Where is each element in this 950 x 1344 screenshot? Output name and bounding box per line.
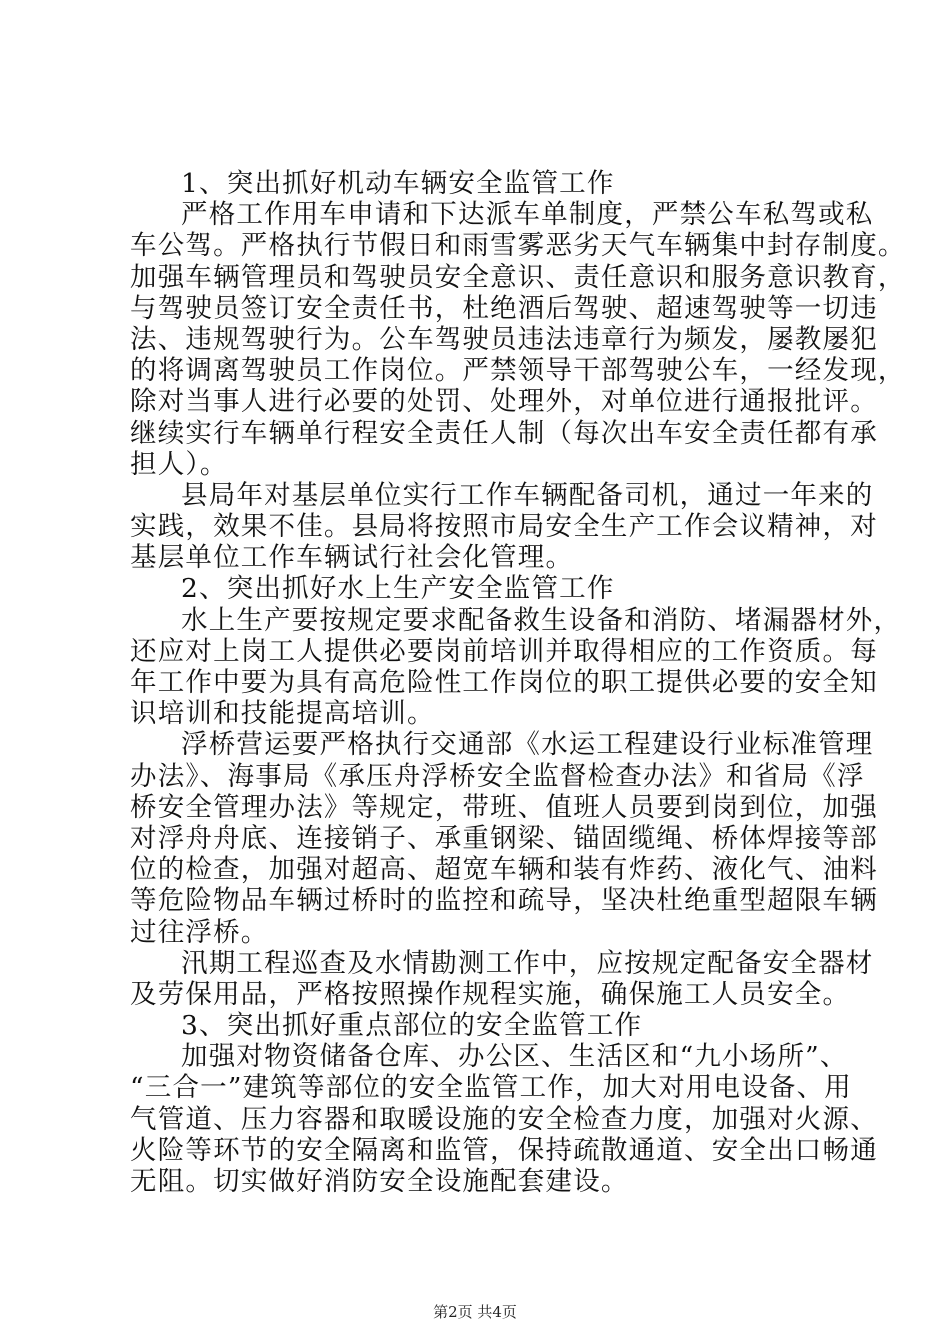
text-line: 还应对上岗工人提供必要岗前培训并取得相应的工作资质。每 xyxy=(130,635,878,667)
text-line: 浮桥营运要严格执行交通部《水运工程建设行业标准管理 xyxy=(181,729,874,761)
text-line: 基层单位工作车辆试行社会化管理。 xyxy=(130,542,574,574)
text-line: 2、突出抓好水上生产安全监管工作 xyxy=(181,573,615,605)
text-line: 水上生产要按规定要求配备救生设备和消防、堵漏器材外， xyxy=(181,604,902,636)
text-line: 继续实行车辆单行程安全责任人制（每次出车安全责任都有承 xyxy=(130,417,878,449)
text-line: 加强车辆管理员和驾驶员安全意识、责任意识和服务意识教育， xyxy=(130,261,906,293)
text-line: 办法》、海事局《承压舟浮桥安全监督检查办法》和省局《浮 xyxy=(130,760,865,792)
page-footer: 第2页 共4页 xyxy=(433,1303,517,1321)
text-line: 车公驾。严格执行节假日和雨雪雾恶劣天气车辆集中封存制度。 xyxy=(130,230,906,262)
text-line: 桥安全管理办法》等规定，带班、值班人员要到岗到位，加强 xyxy=(130,791,878,823)
text-line: 等危险物品车辆过桥时的监控和疏导，坚决杜绝重型超限车辆 xyxy=(130,885,878,917)
text-line: 除对当事人进行必要的处罚、处理外，对单位进行通报批评。 xyxy=(130,386,878,418)
text-line: 对浮舟舟底、连接销子、承重钢梁、锚固缆绳、桥体焊接等部 xyxy=(130,822,878,854)
text-line: 实践，效果不佳。县局将按照市局安全生产工作会议精神，对 xyxy=(130,511,878,543)
text-line: 的将调离驾驶员工作岗位。严禁领导干部驾驶公车，一经发现， xyxy=(130,355,906,387)
text-line: 及劳保用品，严格按照操作规程实施，确保施工人员安全。 xyxy=(130,978,851,1010)
text-line: 法、违规驾驶行为。公车驾驶员违法违章行为频发，屡教屡犯 xyxy=(130,323,878,355)
text-line: 气管道、压力容器和取暖设施的安全检查力度，加强对火源、 xyxy=(130,1103,878,1135)
text-line: 位的检查，加强对超高、超宽车辆和装有炸药、液化气、油料 xyxy=(130,854,878,886)
text-line: “三合一”建筑等部位的安全监管工作，加大对用电设备、用 xyxy=(130,1072,852,1104)
text-line: 火险等环节的安全隔离和监管，保持疏散通道、安全出口畅通 xyxy=(130,1134,878,1166)
text-line: 县局年对基层单位实行工作车辆配备司机，通过一年来的 xyxy=(181,479,874,511)
text-line: 加强对物资储备仓库、办公区、生活区和“九小场所”、 xyxy=(181,1041,848,1073)
text-line: 与驾驶员签订安全责任书，杜绝酒后驾驶、超速驾驶等一切违 xyxy=(130,292,878,324)
document-body xyxy=(130,168,906,1197)
text-line: 汛期工程巡查及水情勘测工作中，应按规定配备安全器材 xyxy=(181,947,874,979)
text-line: 1、突出抓好机动车辆安全监管工作 xyxy=(181,168,615,199)
text-line: 年工作中要为具有高危险性工作岗位的职工提供必要的安全知 xyxy=(130,667,878,698)
text-line: 3、突出抓好重点部位的安全监管工作 xyxy=(181,1010,643,1042)
text-line: 识培训和技能提高培训。 xyxy=(130,698,435,730)
text-line: 无阻。切实做好消防安全设施配套建设。 xyxy=(130,1166,629,1197)
text-line: 担人）。 xyxy=(130,448,228,480)
text-line: 过往浮桥。 xyxy=(130,916,269,948)
text-line: 严格工作用车申请和下达派车单制度，严禁公车私驾或私 xyxy=(181,199,874,231)
